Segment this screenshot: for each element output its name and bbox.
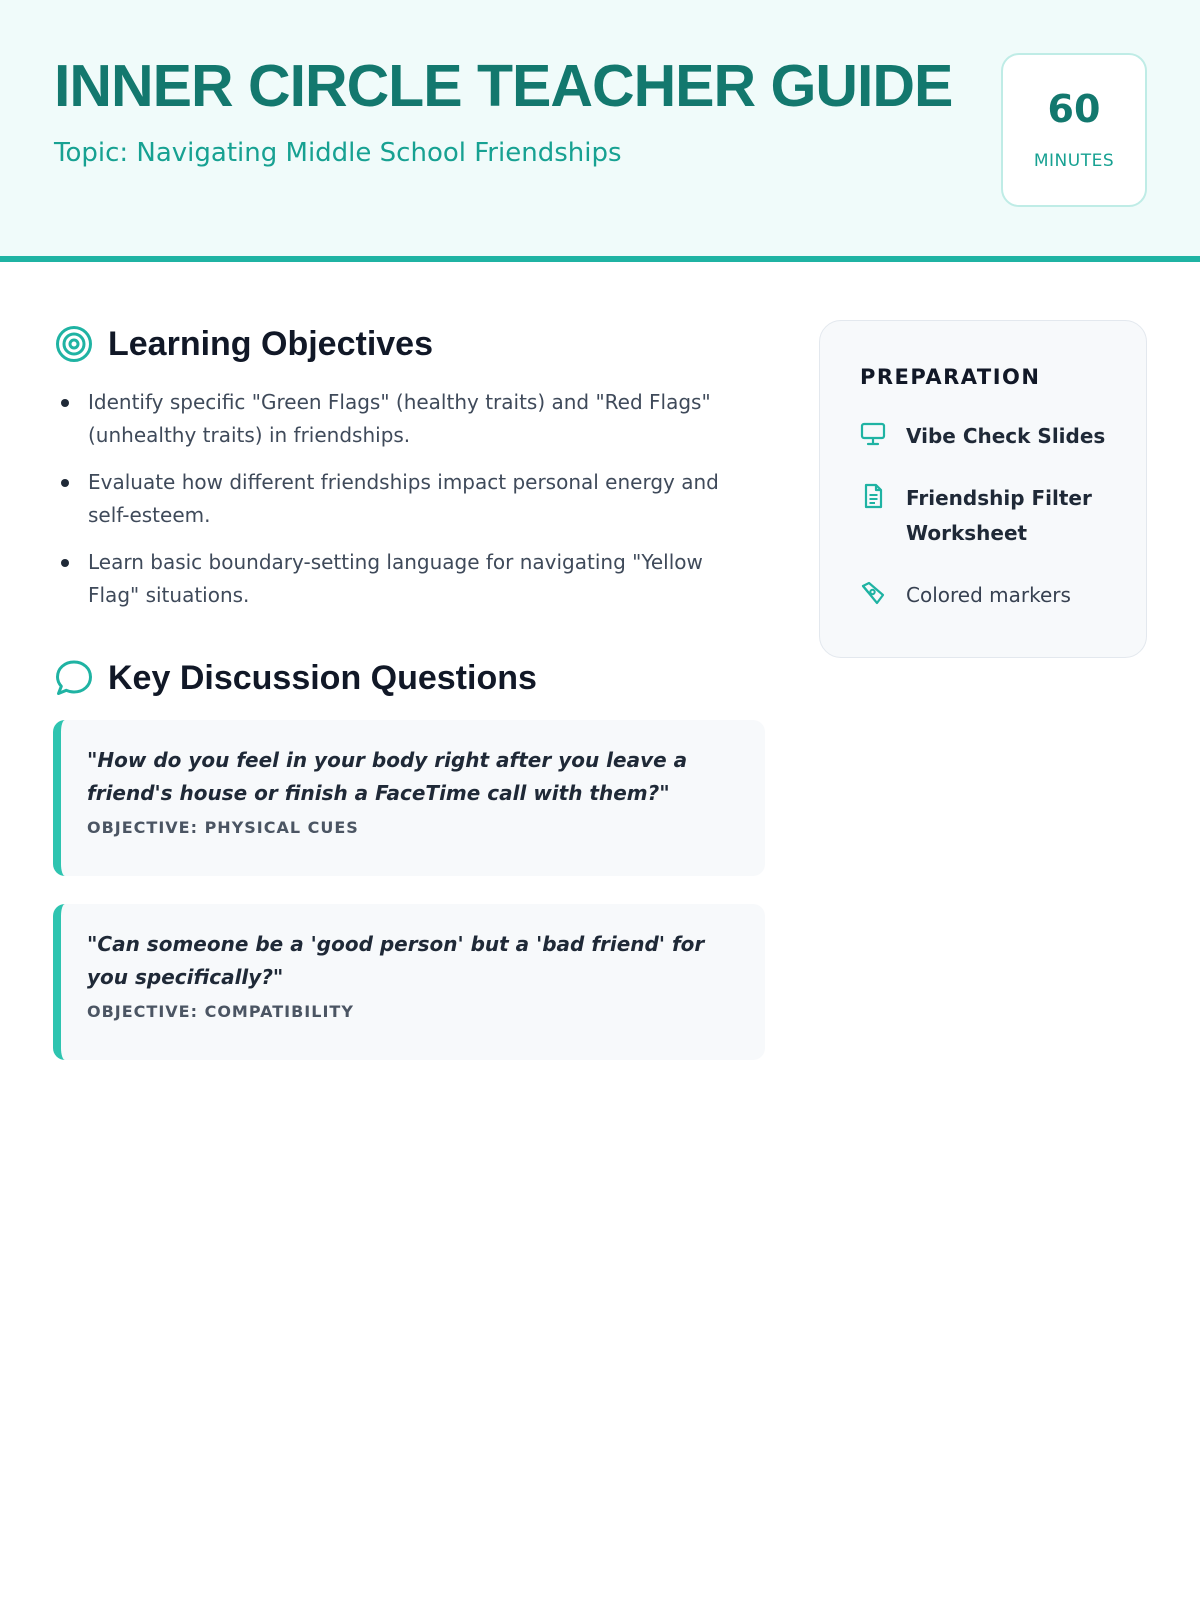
preparation-card — [819, 320, 1147, 658]
objectives-heading — [54, 322, 433, 366]
preparation-item — [860, 481, 1120, 551]
page-title: INNER CIRCLE TEACHER GUIDE — [54, 53, 953, 119]
preparation-item — [860, 419, 1120, 454]
question-card — [53, 904, 765, 1060]
duration-unit: MINUTES — [1033, 151, 1115, 171]
question-objective: OBJECTIVE: PHYSICAL CUES — [87, 818, 359, 837]
list-item: Learn basic boundary-setting language for navigating "Yellow Flag" situations. — [60, 546, 760, 612]
question-card — [53, 720, 765, 876]
question-objective: OBJECTIVE: COMPATIBILITY — [87, 1002, 354, 1021]
duration-value: 60 — [1047, 87, 1101, 131]
preparation-item-label: Vibe Check Slides — [906, 424, 1106, 448]
objectives-list — [60, 386, 760, 626]
marker-icon — [860, 578, 888, 613]
header — [0, 0, 1200, 262]
question-text: "How do you feel in your body right after you leave a friend's house or finish a FaceTime call with them?" — [87, 748, 688, 805]
list-item: Evaluate how different friendships impact personal energy and self-esteem. — [60, 466, 760, 532]
objectives-title: Learning Objectives — [108, 324, 433, 363]
list-item: Identify specific "Green Flags" (healthy traits) and "Red Flags" (unhealthy traits) in friendships. — [60, 386, 760, 452]
preparation-item — [860, 578, 1120, 613]
preparation-item-label: Friendship Filter Worksheet — [906, 486, 1092, 545]
chat-bubble-icon — [54, 658, 94, 698]
questions-heading — [54, 656, 537, 700]
target-icon — [54, 324, 94, 364]
monitor-icon — [860, 419, 888, 454]
document-icon — [860, 481, 888, 551]
duration-badge — [1001, 53, 1147, 207]
preparation-item-label: Colored markers — [906, 583, 1071, 607]
question-text: "Can someone be a 'good person' but a 'bad friend' for you specifically?" — [87, 932, 705, 989]
questions-title: Key Discussion Questions — [108, 658, 537, 697]
topic-subtitle: Topic: Navigating Middle School Friendships — [54, 138, 622, 168]
preparation-title: PREPARATION — [860, 365, 1041, 389]
